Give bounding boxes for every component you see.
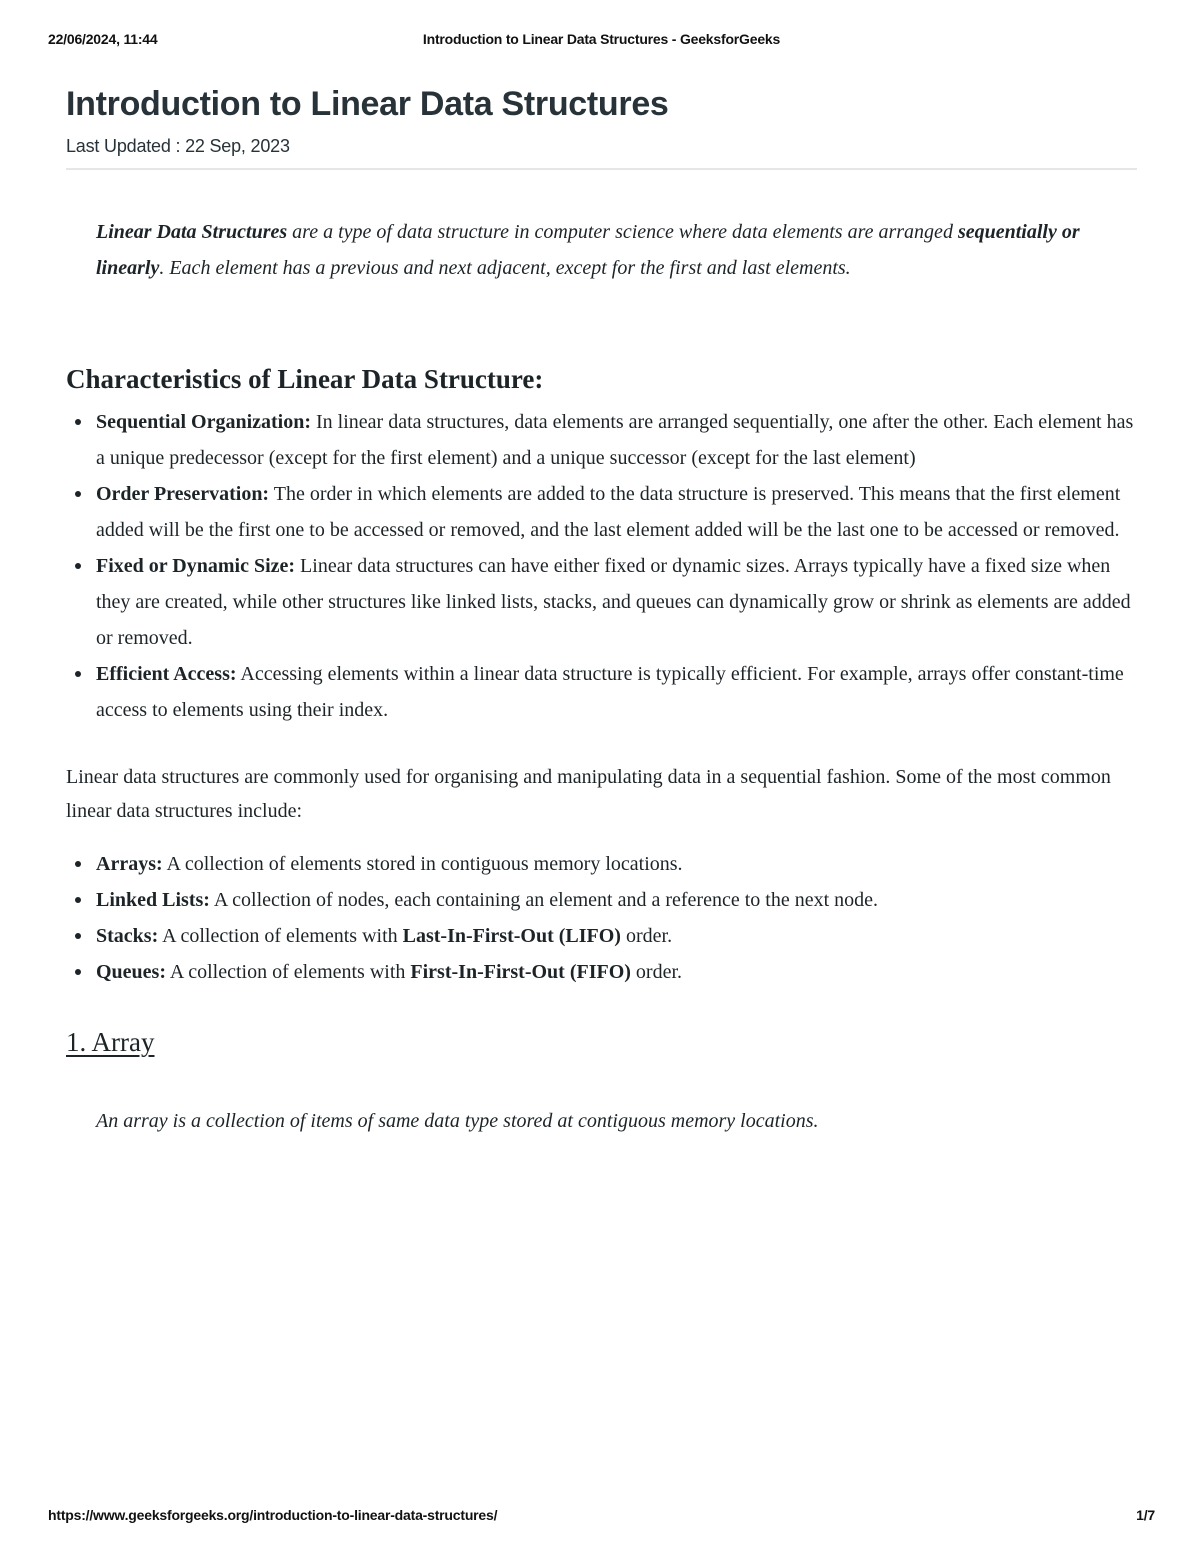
list-item-text: A collection of elements with [166,961,411,983]
list-item-bold: Last-In-First-Out (LIFO) [402,925,621,947]
structures-list [66,846,1137,990]
list-item-bold: First-In-First-Out (FIFO) [410,961,631,983]
print-footer [48,1507,1155,1527]
title-divider [66,168,1137,170]
list-item [96,918,1137,954]
array-definition: An array is a collection of items of same data type stored at contiguous memory locations. [96,1110,819,1132]
list-item [96,846,1137,882]
list-item-label: Stacks: [96,925,159,947]
list-item-label: Queues: [96,961,166,983]
intro-blockquote [96,214,1106,286]
common-structures-paragraph: Linear data structures are commonly used for organising and manipulating data in a sequential fashion. Some of the most common linear data structures include: [66,766,1111,822]
list-item-label: Arrays: [96,853,163,875]
list-item-tail: order. [630,961,683,983]
print-page-title: Introduction to Linear Data Structures - GeeksforGeeks [422,31,781,47]
intro-term: Linear Data Structures [96,221,288,243]
list-item-label: Fixed or Dynamic Size: [96,555,296,577]
array-heading [66,1024,1137,1060]
print-url: https://www.geeksforgeeks.org/introduction-to-linear-data-structures/ [48,1507,498,1523]
print-datetime: 22/06/2024, 11:44 [48,31,158,47]
list-item-text: Linear data structures can have either fixed or dynamic sizes. Arrays typically have a fixed size when they are created, while other structures like linked lists, stacks, and queues can dynamically grow or shrink as elements are added or removed. [96,555,1131,649]
list-item-text: A collection of elements stored in contiguous memory locations. [162,853,683,875]
intro-text-1: are a type of data structure in computer science where data elements are arranged [287,221,958,243]
characteristics-list [66,404,1137,728]
list-item [96,954,1137,990]
print-header [48,31,1155,51]
intro-emphasis: sequentially or linearly [96,221,1080,279]
list-item-text: In linear data structures, data elements are arranged sequentially, one after the other. Each element has a unique predecessor (except for the first element) and a unique successor (except for the last element) [96,411,1134,469]
article-title: Introduction to Linear Data Structures [66,85,669,123]
list-item-label: Efficient Access: [96,663,237,685]
list-item-label: Sequential Organization: [96,411,312,433]
list-item-text: A collection of elements with [158,925,403,947]
list-item-label: Linked Lists: [96,889,210,911]
array-heading-link[interactable]: 1. Array [66,1027,155,1057]
list-item-text: The order in which elements are added to the data structure is preserved. This means that the first element added will be the first one to be accessed or removed, and the last element added will be the last one to be accessed or removed. [96,483,1121,541]
intro-text-2: . Each element has a previous and next adjacent, except for the first and last elements. [159,257,851,279]
list-item-tail: order. [620,925,673,947]
list-item-text: Accessing elements within a linear data structure is typically efficient. For example, arrays offer constant-time access to elements using their index. [96,663,1124,721]
list-item [96,548,1137,656]
list-item-label: Order Preservation: [96,483,270,505]
list-item [96,404,1137,476]
last-updated: Last Updated : 22 Sep, 2023 [66,136,290,156]
characteristics-heading: Characteristics of Linear Data Structure: [66,364,544,394]
list-item [96,476,1137,548]
list-item [96,882,1137,918]
list-item-text: A collection of nodes, each containing an element and a reference to the next node. [209,889,879,911]
list-item [96,656,1137,728]
print-page-number: 1/7 [1136,1507,1155,1523]
article [66,84,1137,1138]
